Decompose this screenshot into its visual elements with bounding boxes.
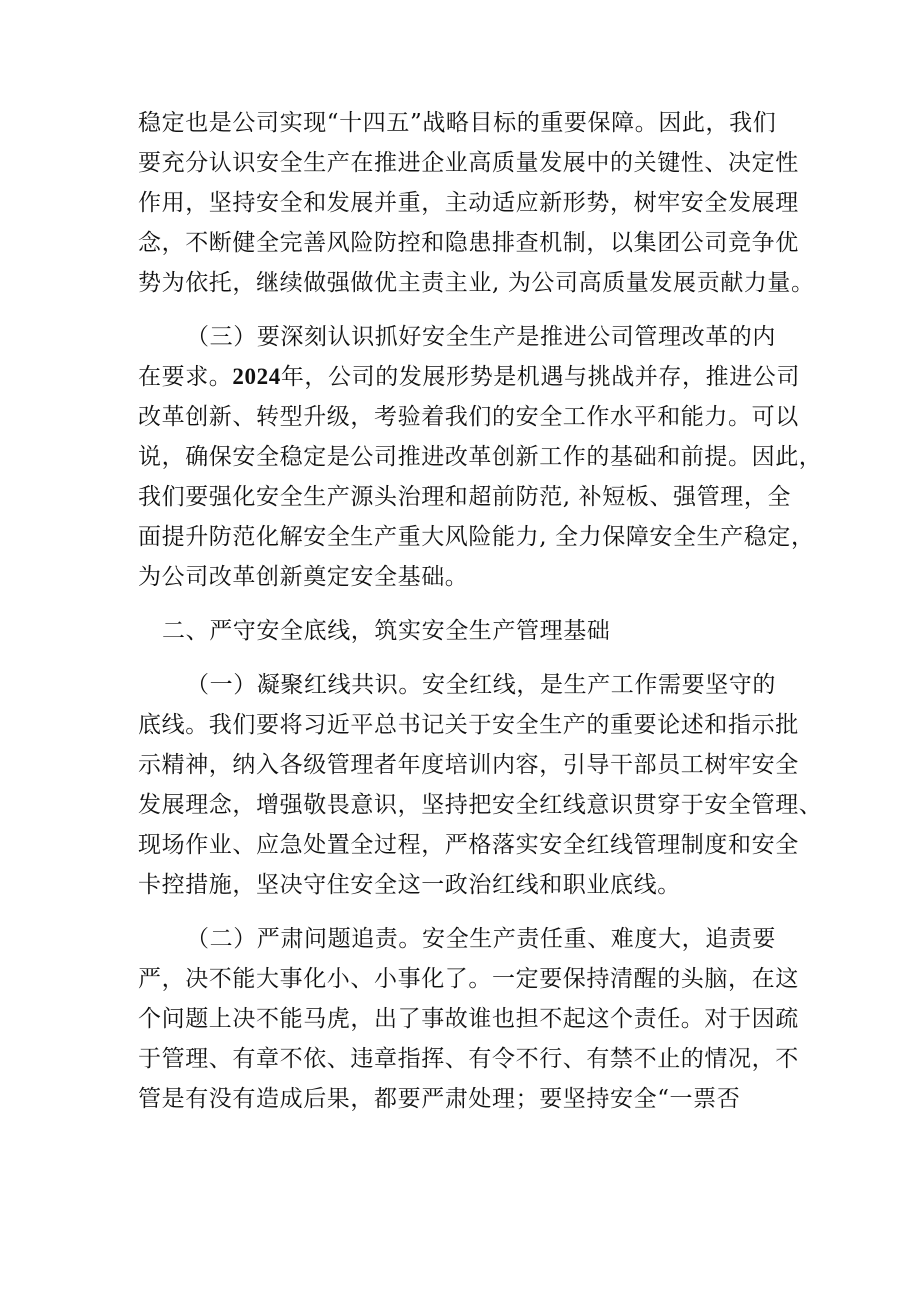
text-line: 发展理念，增强敬畏意识，坚持把安全红线意识贯穿于安全管理、 — [138, 792, 823, 818]
heading-text: 二、严守安全底线，筑实安全生产管理基础 — [162, 618, 611, 644]
text-line: 稳定也是公司实现“十四五”战略目标的重要保障。因此，我们 — [138, 110, 777, 136]
text-line: 于管理、有章不依、违章指挥、有令不行、有禁不止的情况，不 — [138, 1046, 799, 1072]
paragraph-continuation — [138, 103, 823, 1119]
text-line: 底线。我们要将习近平总书记关于安全生产的重要论述和指示批 — [138, 712, 799, 738]
text-line: 作用，坚持安全和发展并重，主动适应新形势，树牢安全发展理 — [138, 190, 799, 216]
text-line: 势为依托，继续做强做优主责主业, 为公司高质量发展贡献力量。 — [138, 270, 815, 296]
paragraph-red-line-consensus — [138, 665, 823, 905]
text-line: 卡控措施，坚决守住安全这一政治红线和职业底线。 — [138, 872, 681, 898]
text-line: 严，决不能大事化小、小事化了。一定要保持清醒的头脑，在这 — [138, 966, 799, 992]
text-line — [138, 357, 801, 397]
text-line: （三）要深刻认识抓好安全生产是推进公司管理改革的内 — [186, 324, 776, 350]
year-number: 2024 — [232, 364, 281, 389]
text-line: 为公司改革创新奠定安全基础。 — [138, 564, 469, 590]
text-segment: 年，公司的发展形势是机遇与挑战并存，推进公司 — [280, 364, 801, 390]
text-line: 说，确保安全稳定是公司推进改革创新工作的基础和前提。因此， — [138, 444, 823, 470]
text-line: 管是有没有造成后果，都要严肃处理；要坚持安全“一票否 — [138, 1086, 741, 1112]
text-line: 要充分认识安全生产在推进企业高质量发展中的关键性、决定性 — [138, 150, 799, 176]
text-line: 念，不断健全完善风险防控和隐患排查机制，以集团公司竞争优 — [138, 230, 799, 256]
section-heading — [138, 611, 788, 651]
text-line: （二）严肃问题追责。安全生产责任重、难度大，追责要 — [186, 926, 776, 952]
paragraph-management-reform — [138, 317, 823, 597]
text-line: 我们要强化安全生产源头治理和超前防范, 补短板、强管理，全 — [138, 484, 792, 510]
paragraph-accountability — [138, 919, 799, 1119]
text-segment: 在要求。 — [138, 364, 233, 390]
text-line: 面提升防范化解安全生产重大风险能力, 全力保障安全生产稳定， — [138, 524, 815, 550]
text-line: 改革创新、转型升级，考验着我们的安全工作水平和能力。可以 — [138, 404, 799, 430]
text-line: 示精神，纳入各级管理者年度培训内容，引导干部员工树牢安全 — [138, 752, 799, 778]
text-line: 现场作业、应急处置全过程，严格落实安全红线管理制度和安全 — [138, 832, 799, 858]
text-line: （一）凝聚红线共识。安全红线，是生产工作需要坚守的 — [186, 672, 776, 698]
text-line: 个问题上决不能马虎，出了事故谁也担不起这个责任。对于因疏 — [138, 1006, 799, 1032]
